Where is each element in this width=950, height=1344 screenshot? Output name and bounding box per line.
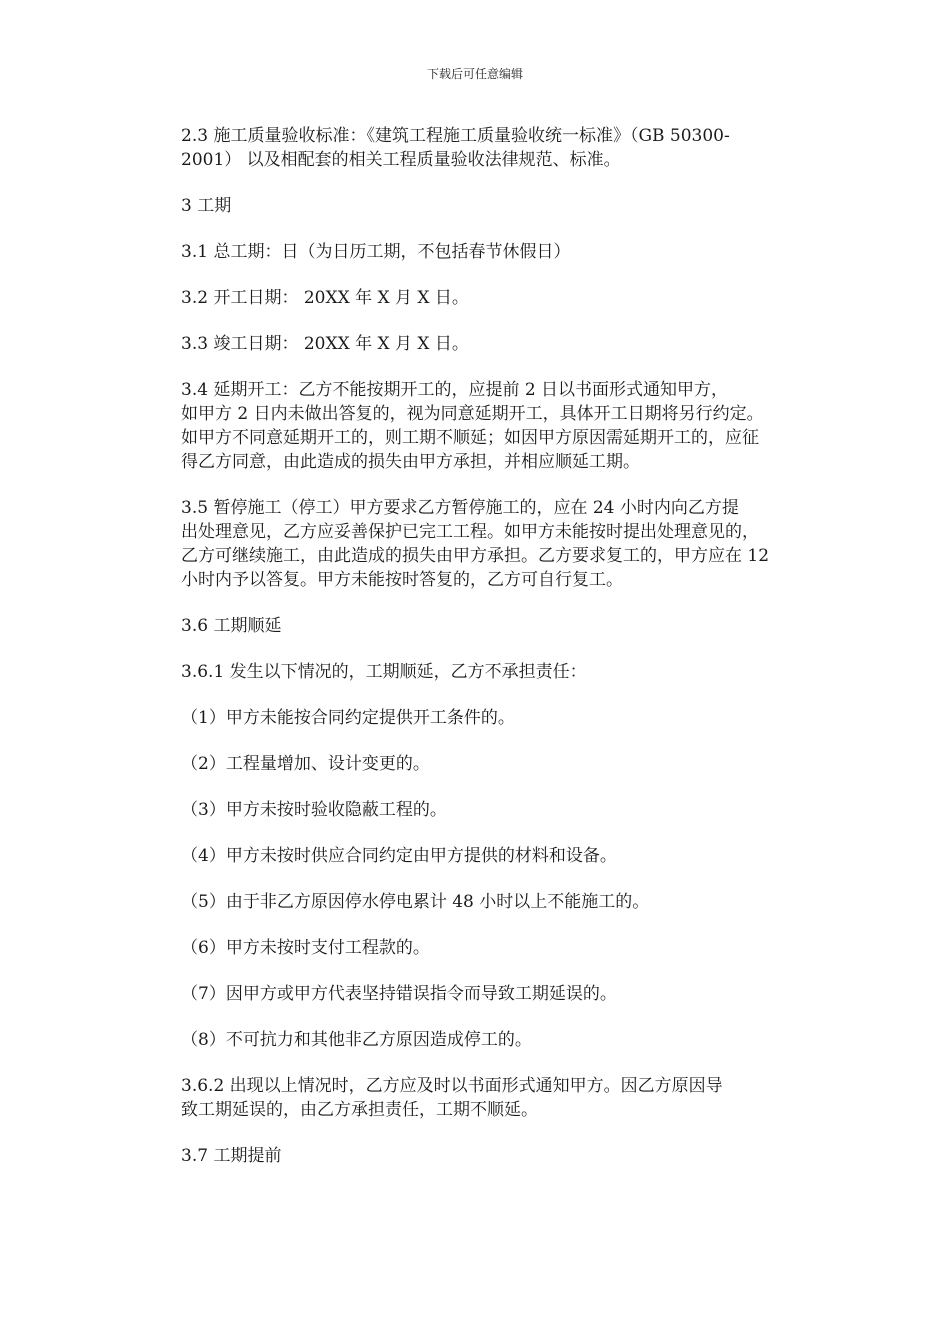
text-line: 3.5 暂停施工（停工）甲方要求乙方暂停施工的，应在 24 小时内向乙方提 xyxy=(181,498,739,518)
list-item xyxy=(143,798,807,822)
text-line: 得乙方同意，由此造成的损失由甲方承担，并相应顺延工期。 xyxy=(181,452,640,472)
list-item xyxy=(143,752,807,776)
paragraph xyxy=(143,378,807,474)
text-line: 2001） 以及相配套的相关工程质量验收法律规范、标准。 xyxy=(181,150,621,170)
text-line: 2.3 施工质量验收标准：《建筑工程施工质量验收统一标准》（GB 50300- xyxy=(181,126,730,146)
text-line: 3.6.2 出现以上情况时，乙方应及时以书面形式通知甲方。因乙方原因导 xyxy=(181,1076,723,1096)
text-line: 3.1 总工期：日（为日历工期，不包括春节休假日） xyxy=(181,242,571,262)
paragraph xyxy=(143,1144,807,1168)
text-line: 出处理意见，乙方应妥善保护已完工工程。如甲方未能按时提出处理意见的， xyxy=(181,522,759,542)
paragraph xyxy=(143,194,807,218)
paragraph xyxy=(143,240,807,264)
paragraph xyxy=(143,332,807,356)
text-line: 如甲方 2 日内未做出答复的，视为同意延期开工，具体开工日期将另行约定。 xyxy=(181,404,764,424)
text-line: （3）甲方未按时验收隐蔽工程的。 xyxy=(181,800,447,820)
text-line: 3.2 开工日期： 20XX 年 X 月 X 日。 xyxy=(181,288,469,308)
text-line: 小时内予以答复。甲方未能按时答复的，乙方可自行复工。 xyxy=(181,570,623,590)
text-line: （1）甲方未能按合同约定提供开工条件的。 xyxy=(181,708,515,728)
text-line: 3 工期 xyxy=(181,196,232,216)
text-line: （5）由于非乙方原因停水停电累计 48 小时以上不能施工的。 xyxy=(181,892,650,912)
text-line: 3.3 竣工日期： 20XX 年 X 月 X 日。 xyxy=(181,334,469,354)
list-item xyxy=(143,706,807,730)
list-item xyxy=(143,844,807,868)
text-line: （2）工程量增加、设计变更的。 xyxy=(181,754,430,774)
paragraph xyxy=(143,496,807,592)
text-line: 3.4 延期开工：乙方不能按期开工的，应提前 2 日以书面形式通知甲方， xyxy=(181,380,729,400)
text-line: （4）甲方未按时供应合同约定由甲方提供的材料和设备。 xyxy=(181,846,617,866)
paragraph xyxy=(143,1074,807,1122)
text-line: 3.7 工期提前 xyxy=(181,1146,282,1166)
paragraph xyxy=(143,660,807,684)
paragraph xyxy=(143,286,807,310)
paragraph xyxy=(143,124,807,172)
paragraph xyxy=(143,614,807,638)
text-line: 3.6.1 发生以下情况的，工期顺延，乙方不承担责任： xyxy=(181,662,587,682)
text-line: 致工期延误的，由乙方承担责任，工期不顺延。 xyxy=(181,1100,538,1120)
page-header: 下载后可任意编辑 xyxy=(426,67,523,81)
list-item xyxy=(143,936,807,960)
text-line: 3.6 工期顺延 xyxy=(181,616,282,636)
text-line: （7）因甲方或甲方代表坚持错误指令而导致工期延误的。 xyxy=(181,984,617,1004)
text-line: （8）不可抗力和其他非乙方原因造成停工的。 xyxy=(181,1030,532,1050)
text-line: 如甲方不同意延期开工的，则工期不顺延；如因甲方原因需延期开工的，应征 xyxy=(181,428,759,448)
list-item xyxy=(143,890,807,914)
list-item xyxy=(143,982,807,1006)
text-line: （6）甲方未按时支付工程款的。 xyxy=(181,938,430,958)
list-item xyxy=(143,1028,807,1052)
document-body xyxy=(143,124,807,1190)
text-line: 乙方可继续施工，由此造成的损失由甲方承担。乙方要求复工的，甲方应在 12 xyxy=(181,546,770,566)
